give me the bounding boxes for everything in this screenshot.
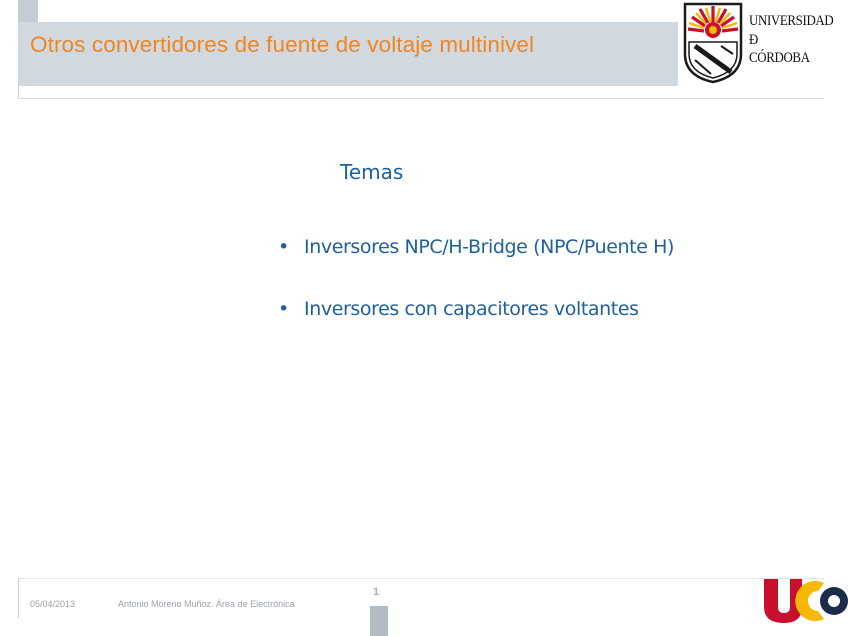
- list-item: [278, 236, 674, 298]
- bullet-marker: •: [278, 236, 289, 258]
- footer-divider: [18, 578, 824, 579]
- university-name: [749, 12, 833, 68]
- university-name-line: UNIVERSIDAD: [749, 13, 834, 29]
- footer-left-rule: [18, 578, 19, 618]
- footer-date: 05/04/2013: [30, 599, 76, 609]
- topics-list: [278, 236, 674, 360]
- title-accent-block: [18, 0, 38, 22]
- university-name-line: Ð: [749, 31, 758, 48]
- slide-title: Otros convertidores de fuente de voltaje multinivel: [30, 32, 535, 57]
- list-item: [278, 298, 674, 360]
- bullet-marker: •: [278, 298, 289, 320]
- title-divider: [18, 98, 824, 99]
- list-item-text: Inversores NPC/H-Bridge (NPC/Puente H): [304, 236, 675, 258]
- footer-author: Antonio Moreno Muñoz. Área de Electrónica: [118, 599, 295, 609]
- page-number-tab: [370, 606, 388, 636]
- topics-heading: Temas: [340, 160, 404, 184]
- university-crest-icon: [681, 2, 745, 84]
- page-number: 1: [373, 586, 380, 598]
- list-item-text: Inversores con capacitores voltantes: [304, 298, 639, 320]
- uco-logo-icon: [762, 577, 848, 625]
- university-name-line: CÓRDOBA: [749, 50, 810, 66]
